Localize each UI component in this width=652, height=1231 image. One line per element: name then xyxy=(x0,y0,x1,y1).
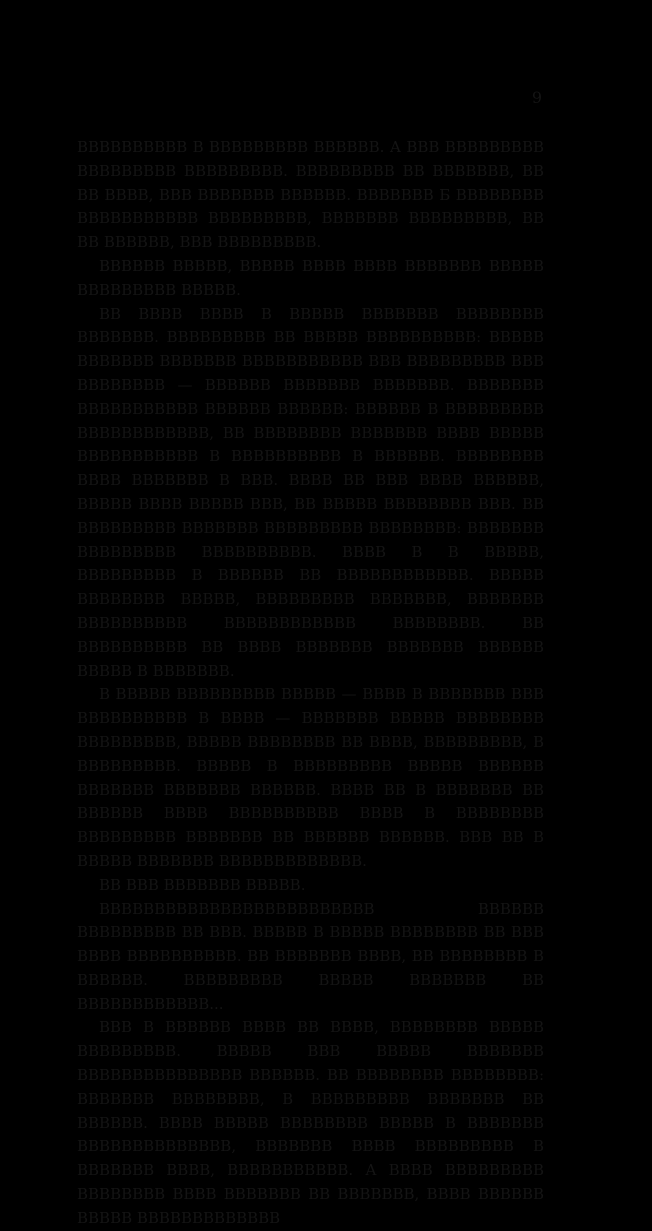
paragraph: ВВВВВВВВВВ В ВВВВВВВВВ ВВВВВВ. А ВВВ ВВВВВВВВВ ВВВВВВВВВ ВВВВВВВВВ. ВВВВВВВВВ ВВ ВВВВВВВ, ВВ ВВ ВВВВ, ВВВ ВВВВВВВ ВВВВВВ. ВВВВВВВ Б ВВВВВВВВ ВВВВВВВВВВВ ВВВВВВВВВ, ВВВВВВВ ВВВВВВВВВ, ВВ ВВ ВВВВВВ, ВВВ ВВВВВВВВВ. xyxy=(77,138,544,252)
body-text xyxy=(77,136,544,1231)
paragraph: ВВВ В ВВВВВВ ВВВВ ВВ ВВВВ, ВВВВВВВВ ВВВВВ ВВВВВВВВВ. ВВВВВ ВВВ ВВВВВ ВВВВВВВ ВВВВВВВВВВВВВВВ ВВВВВВ. ВВ ВВВВВВВВ ВВВВВВВВ: ВВВВВВВ ВВВВВВВВ, В ВВВВВВВВВ ВВВВВВВ ВВ ВВВВВВ. ВВВВ ВВВВВ ВВВВВВВВ ВВВВВ В ВВВВВВВ ВВВВВВВВВВВВВВ, ВВВВВВВ ВВВВ ВВВВВВВВВ В ВВВВВВВ ВВВВ, ВВВВВВВВВВВ. А ВВВВ ВВВВВВВВВ ВВВВВВВВ ВВВВ ВВВВВВВ ВВ ВВВВВВВ, ВВВВ ВВВВВВ ВВВВВ ВВВВВВВВВВВВВ xyxy=(77,1018,544,1227)
paragraph: В ВВВВВ ВВВВВВВВВ ВВВВВ — ВВВВ В ВВВВВВВ ВВВ ВВВВВВВВВВ В ВВВВ — ВВВВВВВ ВВВВВ ВВВВВВВВ ВВВВВВВВВ, ВВВВВ ВВВВВВВВ ВВ ВВВВ, ВВВВВВВВВ, В ВВВВВВВВВ. ВВВВВ В ВВВВВВВВВ ВВВВВ ВВВВВВ ВВВВВВВ ВВВВВВВ ВВВВВВ. ВВВВ ВВ В ВВВВВВВ ВВ ВВВВВВ ВВВВ ВВВВВВВВВВ ВВВВ В ВВВВВВВВ ВВВВВВВВВ ВВВВВВВ ВВ ВВВВВВ ВВВВВВ. ВВВ ВВ В ВВВВВ ВВВВВВВ ВВВВВВВВВВВВВ. xyxy=(77,685,544,870)
paragraph: ВВ ВВВ ВВВВВВВ ВВВВВ. xyxy=(99,875,306,894)
paragraph: ВВВВВВ ВВВВВ, ВВВВВ ВВВВ ВВВВ ВВВВВВВ ВВВВВ ВВВВВВВВВ ВВВВВ. xyxy=(77,256,544,299)
page-number: 9 xyxy=(531,88,542,107)
paragraph: ВВВВВВВВВВВВВВВВВВВВВВВВВ ВВВВВВ ВВВВВВВВВ ВВ ВВВ. ВВВВВ В ВВВВВ ВВВВВВВВ ВВ ВВВ ВВВВ ВВВВВВВВВВ. ВВ ВВВВВВВ ВВВВ, ВВ ВВВВВВВВ В ВВВВВВ. ВВВВВВВВВ ВВВВВ ВВВВВВВ ВВ ВВВВВВВВВВВВ... xyxy=(77,899,544,1013)
paragraph: ВВ ВВВВ ВВВВ В ВВВВВ ВВВВВВВ ВВВВВВВВ ВВВВВВВ. ВВВВВВВВВ ВВ ВВВВВ ВВВВВВВВВВ: ВВВВВ ВВВВВВВ ВВВВВВВ ВВВВВВВВВВВ ВВВ ВВВВВВВВВ ВВВ ВВВВВВВВ — ВВВВВВ ВВВВВВВ ВВВВВВВ. ВВВВВВВ ВВВВВВВВВВВ ВВВВВВ ВВВВВВ: ВВВВВВ В ВВВВВВВВВ ВВВВВВВВВВВВ, ВВ ВВВВВВВВ ВВВВВВВ ВВВВ ВВВВВ ВВВВВВВВВВВ В ВВВВВВВВВВ В ВВВВВВ. ВВВВВВВВ ВВВВ ВВВВВВВ В ВВВ. ВВВВ ВВ ВВВ ВВВВ ВВВВВВ, ВВВВВ ВВВВ ВВВВВ ВВВ, ВВ ВВВВВ ВВВВВВВВ ВВВ. ВВ ВВВВВВВВВ ВВВВВВВ ВВВВВВВВВ ВВВВВВВВ: ВВВВВВВ ВВВВВВВВВ ВВВВВВВВВВ. ВВВВ В В ВВВВВ, ВВВВВВВВВ В ВВВВВВ ВВ ВВВВВВВВВВВВ. ВВВВВ ВВВВВВВВ ВВВВВ, ВВВВВВВВВ ВВВВВВВ, ВВВВВВВ ВВВВВВВВВВ ВВВВВВВВВВВВ ВВВВВВВВ. ВВ ВВВВВВВВВВ ВВ ВВВВ ВВВВВВВ ВВВВВВВ ВВВВВВ ВВВВВ В ВВВВВВВ. xyxy=(77,304,544,680)
